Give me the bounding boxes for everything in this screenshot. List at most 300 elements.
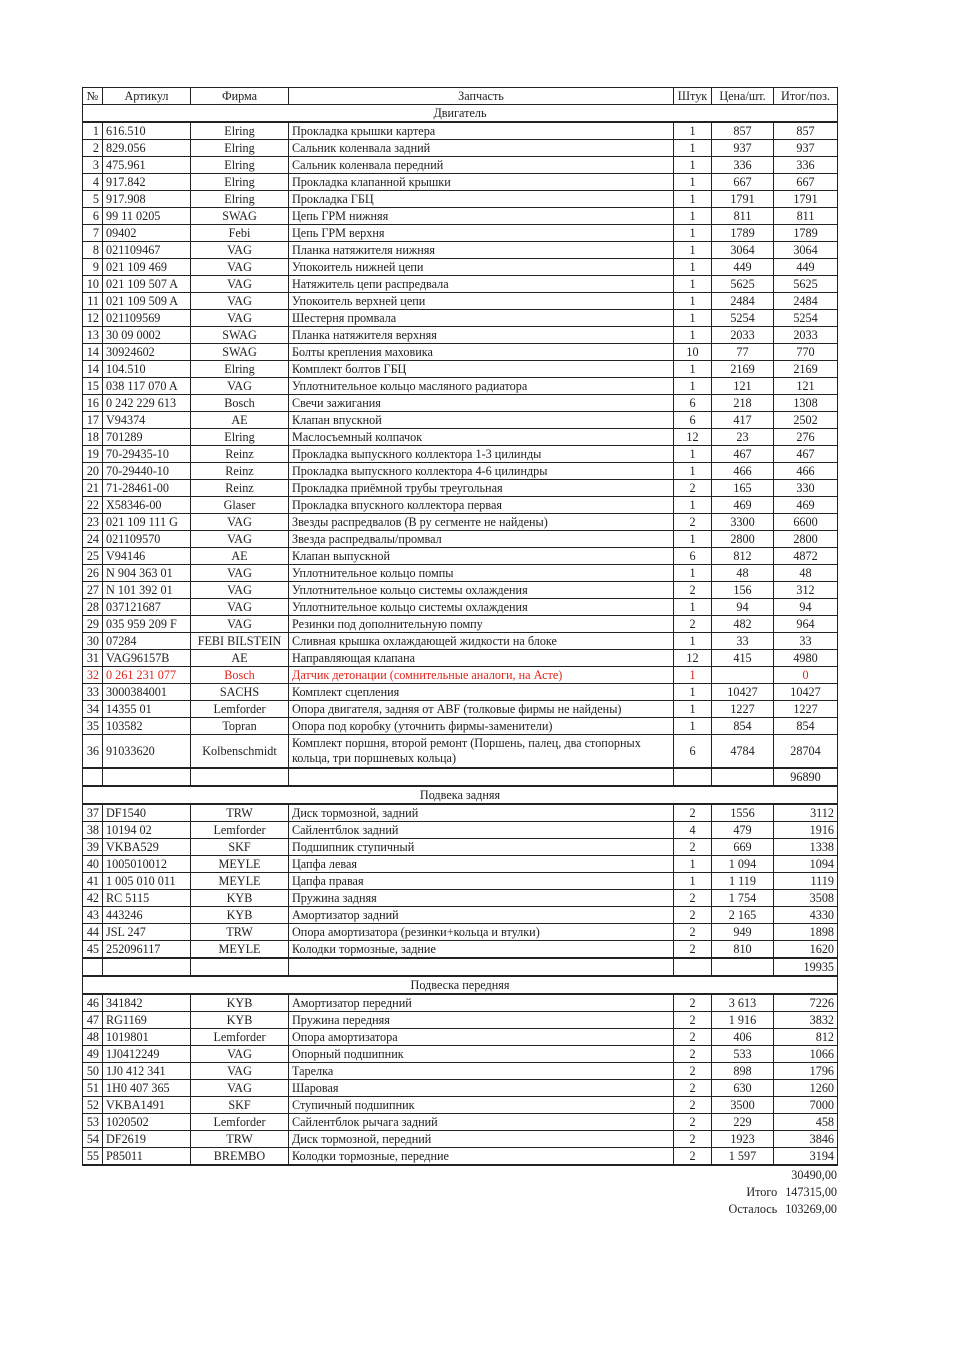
brand-cell: BREMBO [191,1148,289,1166]
brand-cell: VAG [191,310,289,327]
total-cell: 1338 [774,839,838,856]
total-cell: 3112 [774,804,838,822]
row-number: 24 [83,531,103,548]
subtotal-row [83,768,838,786]
article-cell: V94374 [103,412,191,429]
total-cell: 3832 [774,1012,838,1029]
table-row [83,890,838,907]
total-cell: 2033 [774,327,838,344]
qty-cell: 2 [674,1029,712,1046]
price-cell: 417 [712,412,774,429]
brand-cell: SWAG [191,327,289,344]
total-cell: 5625 [774,276,838,293]
row-number: 19 [83,446,103,463]
article-cell: 443246 [103,907,191,924]
total-cell: 2169 [774,361,838,378]
qty-cell: 2 [674,839,712,856]
row-number: 30 [83,633,103,650]
table-row [83,924,838,941]
row-number: 49 [83,1046,103,1063]
qty-cell: 4 [674,822,712,839]
article-cell: 021 109 509 A [103,293,191,310]
article-cell: 021 109 469 [103,259,191,276]
qty-cell: 1 [674,873,712,890]
part-name-cell: Прокладка приёмной трубы треугольная [289,480,674,497]
price-cell: 1923 [712,1131,774,1148]
part-name-cell: Цепь ГРМ верхня [289,225,674,242]
part-name-cell: Цепь ГРМ нижняя [289,208,674,225]
row-number: 3 [83,157,103,174]
part-name-cell: Упокоитель верхней цепи [289,293,674,310]
table-row [83,701,838,718]
empty-cell [103,768,191,786]
row-number: 37 [83,804,103,822]
row-number: 35 [83,718,103,735]
article-cell: VAG96157B [103,650,191,667]
total-cell: 3846 [774,1131,838,1148]
price-cell: 229 [712,1114,774,1131]
total-cell: 1898 [774,924,838,941]
brand-cell: Lemforder [191,1114,289,1131]
total-cell: 48 [774,565,838,582]
article-cell: 829.056 [103,140,191,157]
total-cell: 857 [774,122,838,140]
table-row [83,429,838,446]
table-row [83,994,838,1012]
row-number: 41 [83,873,103,890]
brand-cell: KYB [191,907,289,924]
empty-cell [83,958,103,976]
part-name-cell: Цапфа правая [289,873,674,890]
qty-cell: 2 [674,1131,712,1148]
row-number: 53 [83,1114,103,1131]
qty-cell: 2 [674,514,712,531]
table-row [83,633,838,650]
empty-cell [103,958,191,976]
price-cell: 2169 [712,361,774,378]
part-name-cell: Прокладка выпускного коллектора 1-3 цилинды [289,446,674,463]
price-cell: 3500 [712,1097,774,1114]
price-cell: 48 [712,565,774,582]
total-cell: 330 [774,480,838,497]
row-number: 33 [83,684,103,701]
subtotal-row [83,958,838,976]
row-number: 25 [83,548,103,565]
part-name-cell: Уплотнительное кольцо помпы [289,565,674,582]
qty-cell: 2 [674,616,712,633]
part-name-cell: Тарелка [289,1063,674,1080]
table-row [83,1097,838,1114]
brand-cell: VAG [191,378,289,395]
column-header: № [83,88,103,105]
subtotal-value: 96890 [774,768,838,786]
part-name-cell: Сливная крышка охлаждающей жидкости на блоке [289,633,674,650]
brand-cell: KYB [191,1012,289,1029]
brand-cell: VAG [191,616,289,633]
brand-cell: VAG [191,565,289,582]
row-number: 15 [83,378,103,395]
total-cell: 3508 [774,890,838,907]
price-cell: 1556 [712,804,774,822]
article-cell: X58346-00 [103,497,191,514]
brand-cell: FEBI BILSTEIN [191,633,289,650]
qty-cell: 1 [674,191,712,208]
table-row [83,873,838,890]
total-cell: 937 [774,140,838,157]
table-row [83,327,838,344]
total-cell: 1260 [774,1080,838,1097]
article-cell: 1J0 412 341 [103,1063,191,1080]
row-number: 13 [83,327,103,344]
article-cell: 0 261 231 077 [103,667,191,684]
price-cell: 2033 [712,327,774,344]
table-row [83,395,838,412]
part-name-cell: Маслосъемный колпачок [289,429,674,446]
brand-cell: MEYLE [191,856,289,873]
row-number: 1 [83,122,103,140]
brand-cell: Lemforder [191,701,289,718]
article-cell: 1 005 010 011 [103,873,191,890]
table-row [83,565,838,582]
qty-cell: 2 [674,941,712,959]
qty-cell: 1 [674,293,712,310]
qty-cell: 2 [674,1046,712,1063]
price-cell: 2 165 [712,907,774,924]
brand-cell: Elring [191,157,289,174]
qty-cell: 1 [674,463,712,480]
article-cell: 09402 [103,225,191,242]
row-number: 44 [83,924,103,941]
article-cell: DF1540 [103,804,191,822]
brand-cell: VAG [191,293,289,310]
table-row [83,548,838,565]
article-cell: 475.961 [103,157,191,174]
total-cell: 469 [774,497,838,514]
row-number: 48 [83,1029,103,1046]
total-cell: 7226 [774,994,838,1012]
part-name-cell: Колодки тормозные, передние [289,1148,674,1166]
section-total-row [660,1167,837,1184]
total-cell: 1066 [774,1046,838,1063]
table-row [83,616,838,633]
price-cell: 406 [712,1029,774,1046]
column-header: Цена/шт. [712,88,774,105]
article-cell: 71-28461-00 [103,480,191,497]
brand-cell: VAG [191,242,289,259]
total-cell: 3194 [774,1148,838,1166]
table-row [83,804,838,822]
part-name-cell: Звезды распредвалов (В ру сегменте не найдены) [289,514,674,531]
brand-cell: TRW [191,924,289,941]
table-row [83,293,838,310]
column-header: Артикул [103,88,191,105]
qty-cell: 1 [674,531,712,548]
brand-cell: SKF [191,839,289,856]
article-cell: P85011 [103,1148,191,1166]
price-cell: 898 [712,1063,774,1080]
price-cell: 854 [712,718,774,735]
part-name-cell: Прокладка выпускного коллектора 4-6 цилиндры [289,463,674,480]
article-cell: 14355 01 [103,701,191,718]
row-number: 46 [83,994,103,1012]
qty-cell: 1 [674,718,712,735]
qty-cell: 1 [674,310,712,327]
brand-cell: Elring [191,191,289,208]
empty-cell [191,768,289,786]
itogo-row [660,1184,837,1201]
row-number: 27 [83,582,103,599]
part-name-cell: Сальник коленвала передний [289,157,674,174]
table-row [83,208,838,225]
empty-cell [191,958,289,976]
row-number: 21 [83,480,103,497]
part-name-cell: Прокладка впускного коллектора первая [289,497,674,514]
part-name-cell: Опорный подшипник [289,1046,674,1063]
ostalos-row [660,1201,837,1218]
price-cell: 811 [712,208,774,225]
row-number: 51 [83,1080,103,1097]
article-cell: 99 11 0205 [103,208,191,225]
article-cell: 616.510 [103,122,191,140]
part-name-cell: Резинки под дополнительную помпу [289,616,674,633]
price-cell: 466 [712,463,774,480]
qty-cell: 2 [674,804,712,822]
price-cell: 121 [712,378,774,395]
brand-cell: Elring [191,140,289,157]
section-title: Двигатель [83,105,838,123]
qty-cell: 1 [674,276,712,293]
price-cell: 949 [712,924,774,941]
row-number: 52 [83,1097,103,1114]
table-row [83,1114,838,1131]
empty-cell [289,768,674,786]
table-row [83,650,838,667]
row-number: 31 [83,650,103,667]
section-title-row [83,105,838,123]
article-cell: 917.842 [103,174,191,191]
article-cell: VKBA1491 [103,1097,191,1114]
totals-block [660,1167,837,1218]
table-row [83,941,838,959]
row-number: 32 [83,667,103,684]
price-cell: 3300 [712,514,774,531]
part-name-cell: Прокладка ГБЦ [289,191,674,208]
table-row [83,140,838,157]
table-row [83,157,838,174]
price-cell: 482 [712,616,774,633]
price-cell: 469 [712,497,774,514]
total-cell: 4330 [774,907,838,924]
article-cell: 701289 [103,429,191,446]
column-header: Фирма [191,88,289,105]
part-name-cell: Уплотнительное кольцо системы охлаждения [289,582,674,599]
part-name-cell: Прокладка крышки картера [289,122,674,140]
qty-cell: 1 [674,361,712,378]
part-name-cell: Подшипник ступичный [289,839,674,856]
row-number: 55 [83,1148,103,1166]
part-name-cell: Клапан впускной [289,412,674,429]
price-cell: 5625 [712,276,774,293]
price-cell: 667 [712,174,774,191]
table-row [83,718,838,735]
brand-cell: MEYLE [191,873,289,890]
qty-cell: 1 [674,701,712,718]
price-cell: 449 [712,259,774,276]
article-cell: 021 109 507 A [103,276,191,293]
table-row [83,122,838,140]
part-name-cell: Сайлентблок рычага задний [289,1114,674,1131]
price-cell: 812 [712,548,774,565]
brand-cell: Elring [191,361,289,378]
part-name-cell: Диск тормозной, задний [289,804,674,822]
article-cell: 70-29435-10 [103,446,191,463]
table-row [83,174,838,191]
total-cell: 466 [774,463,838,480]
row-number: 39 [83,839,103,856]
qty-cell: 2 [674,924,712,941]
total-cell: 812 [774,1029,838,1046]
total-cell: 7000 [774,1097,838,1114]
row-number: 2 [83,140,103,157]
price-cell: 1 597 [712,1148,774,1166]
brand-cell: Elring [191,174,289,191]
row-number: 29 [83,616,103,633]
table-row [83,259,838,276]
article-cell: 07284 [103,633,191,650]
price-cell: 23 [712,429,774,446]
total-cell: 1094 [774,856,838,873]
price-cell: 937 [712,140,774,157]
row-number: 11 [83,293,103,310]
part-name-cell: Опора амортизатора [289,1029,674,1046]
row-number: 4 [83,174,103,191]
price-cell: 810 [712,941,774,959]
brand-cell: KYB [191,994,289,1012]
price-cell: 10427 [712,684,774,701]
total-cell: 770 [774,344,838,361]
brand-cell: VAG [191,1063,289,1080]
part-name-cell: Направляющая клапана [289,650,674,667]
table-row [83,225,838,242]
part-name-cell: Шаровая [289,1080,674,1097]
total-cell: 3064 [774,242,838,259]
row-number: 40 [83,856,103,873]
article-cell: RC 5115 [103,890,191,907]
qty-cell: 1 [674,684,712,701]
brand-cell: Kolbenschmidt [191,735,289,769]
brand-cell: Febi [191,225,289,242]
price-cell: 479 [712,822,774,839]
row-number: 50 [83,1063,103,1080]
qty-cell: 6 [674,548,712,565]
part-name-cell: Пружина передняя [289,1012,674,1029]
qty-cell: 1 [674,225,712,242]
row-number: 8 [83,242,103,259]
row-number: 26 [83,565,103,582]
table-row [83,242,838,259]
table-row [83,463,838,480]
table-row [83,191,838,208]
qty-cell: 2 [674,1080,712,1097]
table-row [83,1029,838,1046]
part-name-cell: Ступичный подшипник [289,1097,674,1114]
qty-cell: 1 [674,242,712,259]
price-cell: 336 [712,157,774,174]
part-name-cell: Пружина задняя [289,890,674,907]
table-row [83,1148,838,1166]
brand-cell: AE [191,650,289,667]
table-row [83,361,838,378]
brand-cell: MEYLE [191,941,289,959]
total-cell: 121 [774,378,838,395]
price-cell: 415 [712,650,774,667]
total-cell: 1916 [774,822,838,839]
table-row [83,582,838,599]
total-cell: 1791 [774,191,838,208]
row-number: 22 [83,497,103,514]
brand-cell: Glaser [191,497,289,514]
qty-cell: 2 [674,907,712,924]
article-cell: 3000384001 [103,684,191,701]
empty-cell [83,768,103,786]
row-number: 34 [83,701,103,718]
total-cell: 336 [774,157,838,174]
article-cell: 1020502 [103,1114,191,1131]
table-row [83,735,838,769]
part-name-cell: Прокладка клапанной крышки [289,174,674,191]
total-cell: 811 [774,208,838,225]
row-number: 16 [83,395,103,412]
row-number: 7 [83,225,103,242]
price-cell: 669 [712,839,774,856]
article-cell: 252096117 [103,941,191,959]
brand-cell: VAG [191,276,289,293]
price-cell: 3064 [712,242,774,259]
table-row [83,378,838,395]
brand-cell: Bosch [191,667,289,684]
qty-cell: 1 [674,174,712,191]
brand-cell: Elring [191,429,289,446]
table-row [83,839,838,856]
article-cell: 1019801 [103,1029,191,1046]
article-cell: 30924602 [103,344,191,361]
qty-cell: 1 [674,208,712,225]
qty-cell: 1 [674,856,712,873]
part-name-cell: Опора под коробку (уточнить фирмы-заменители) [289,718,674,735]
article-cell: 021 109 111 G [103,514,191,531]
qty-cell: 6 [674,735,712,769]
table-row [83,344,838,361]
row-number: 12 [83,310,103,327]
row-number: 17 [83,412,103,429]
brand-cell: SACHS [191,684,289,701]
price-cell: 630 [712,1080,774,1097]
brand-cell: VAG [191,531,289,548]
section-title-row [83,976,838,994]
table-row [83,1131,838,1148]
qty-cell: 1 [674,446,712,463]
price-cell: 1 119 [712,873,774,890]
article-cell: 038 117 070 A [103,378,191,395]
brand-cell: TRW [191,804,289,822]
total-cell: 449 [774,259,838,276]
brand-cell: VAG [191,582,289,599]
empty-cell [712,768,774,786]
row-number: 36 [83,735,103,769]
empty-cell [674,958,712,976]
brand-cell: SWAG [191,208,289,225]
brand-cell: Reinz [191,446,289,463]
